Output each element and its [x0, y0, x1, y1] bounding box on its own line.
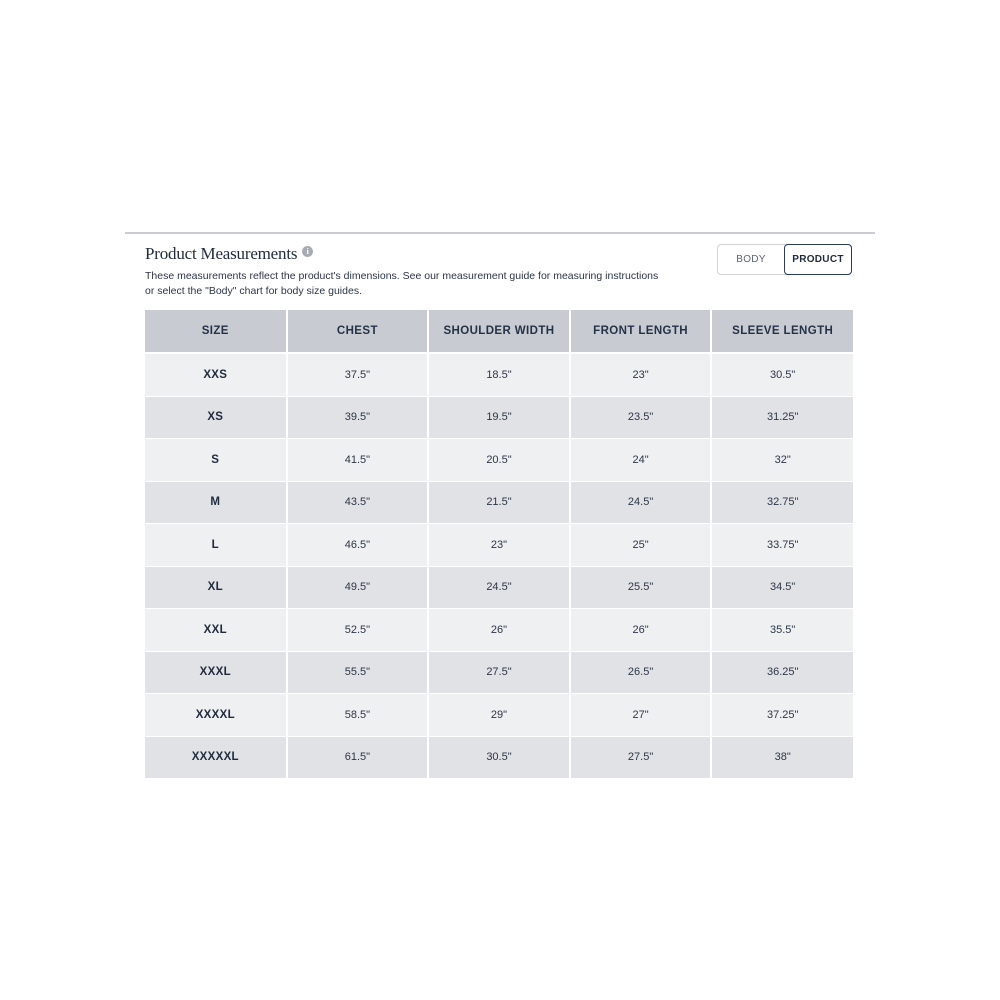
table-row — [145, 396, 853, 439]
table-row — [145, 609, 853, 652]
sleeve-length-cell: 38" — [711, 736, 853, 779]
sleeve-length-cell: 34.5" — [711, 566, 853, 609]
table-row — [145, 524, 853, 567]
front-length-cell: 27" — [570, 694, 712, 737]
size-cell: S — [145, 439, 287, 482]
chest-cell: 58.5" — [287, 694, 429, 737]
chart-toggle — [717, 244, 852, 275]
measurements-table — [145, 310, 853, 779]
table-row — [145, 481, 853, 524]
size-cell: XXL — [145, 609, 287, 652]
chest-cell: 46.5" — [287, 524, 429, 567]
table-row — [145, 736, 853, 779]
front-length-cell: 23" — [570, 353, 712, 396]
table-header-row — [145, 310, 853, 353]
sleeve-length-cell: 37.25" — [711, 694, 853, 737]
column-header-front-length: FRONT LENGTH — [570, 310, 712, 353]
column-header-sleeve-length: SLEEVE LENGTH — [711, 310, 853, 353]
sleeve-length-cell: 32" — [711, 439, 853, 482]
sleeve-length-cell: 31.25" — [711, 396, 853, 439]
chest-cell: 37.5" — [287, 353, 429, 396]
product-toggle-button[interactable]: PRODUCT — [784, 244, 852, 275]
shoulder-width-cell: 27.5" — [428, 651, 570, 694]
shoulder-width-cell: 24.5" — [428, 566, 570, 609]
shoulder-width-cell: 18.5" — [428, 353, 570, 396]
sleeve-length-cell: 33.75" — [711, 524, 853, 567]
table-row — [145, 651, 853, 694]
front-length-cell: 26" — [570, 609, 712, 652]
size-cell: XS — [145, 396, 287, 439]
shoulder-width-cell: 19.5" — [428, 396, 570, 439]
chest-cell: 39.5" — [287, 396, 429, 439]
sleeve-length-cell: 30.5" — [711, 353, 853, 396]
panel-header — [145, 234, 855, 310]
column-header-shoulder-width: SHOULDER WIDTH — [428, 310, 570, 353]
title-row — [145, 244, 313, 264]
size-cell: XXXXXL — [145, 736, 287, 779]
front-length-cell: 23.5" — [570, 396, 712, 439]
front-length-cell: 24.5" — [570, 481, 712, 524]
info-icon[interactable]: i — [302, 246, 313, 257]
table-row — [145, 566, 853, 609]
size-cell: M — [145, 481, 287, 524]
body-toggle-button[interactable]: BODY — [736, 254, 766, 265]
front-length-cell: 26.5" — [570, 651, 712, 694]
size-cell: XXXXL — [145, 694, 287, 737]
table-row — [145, 694, 853, 737]
front-length-cell: 25.5" — [570, 566, 712, 609]
table-row — [145, 439, 853, 482]
shoulder-width-cell: 30.5" — [428, 736, 570, 779]
front-length-cell: 25" — [570, 524, 712, 567]
sleeve-length-cell: 35.5" — [711, 609, 853, 652]
front-length-cell: 24" — [570, 439, 712, 482]
size-cell: L — [145, 524, 287, 567]
column-header-size: SIZE — [145, 310, 287, 353]
chest-cell: 61.5" — [287, 736, 429, 779]
shoulder-width-cell: 21.5" — [428, 481, 570, 524]
table-row — [145, 353, 853, 396]
chest-cell: 55.5" — [287, 651, 429, 694]
product-measurements-panel — [125, 232, 875, 764]
sleeve-length-cell: 36.25" — [711, 651, 853, 694]
front-length-cell: 27.5" — [570, 736, 712, 779]
chest-cell: 52.5" — [287, 609, 429, 652]
shoulder-width-cell: 29" — [428, 694, 570, 737]
chest-cell: 49.5" — [287, 566, 429, 609]
shoulder-width-cell: 20.5" — [428, 439, 570, 482]
page-title: Product Measurements — [145, 244, 298, 263]
sleeve-length-cell: 32.75" — [711, 481, 853, 524]
shoulder-width-cell: 23" — [428, 524, 570, 567]
size-cell: XL — [145, 566, 287, 609]
size-cell: XXS — [145, 353, 287, 396]
column-header-chest: CHEST — [287, 310, 429, 353]
chest-cell: 41.5" — [287, 439, 429, 482]
chest-cell: 43.5" — [287, 481, 429, 524]
size-cell: XXXL — [145, 651, 287, 694]
description-text: These measurements reflect the product's dimensions. See our measurement guide for measuring instructions or select the "Body" chart for body size guides. — [145, 270, 659, 297]
shoulder-width-cell: 26" — [428, 609, 570, 652]
